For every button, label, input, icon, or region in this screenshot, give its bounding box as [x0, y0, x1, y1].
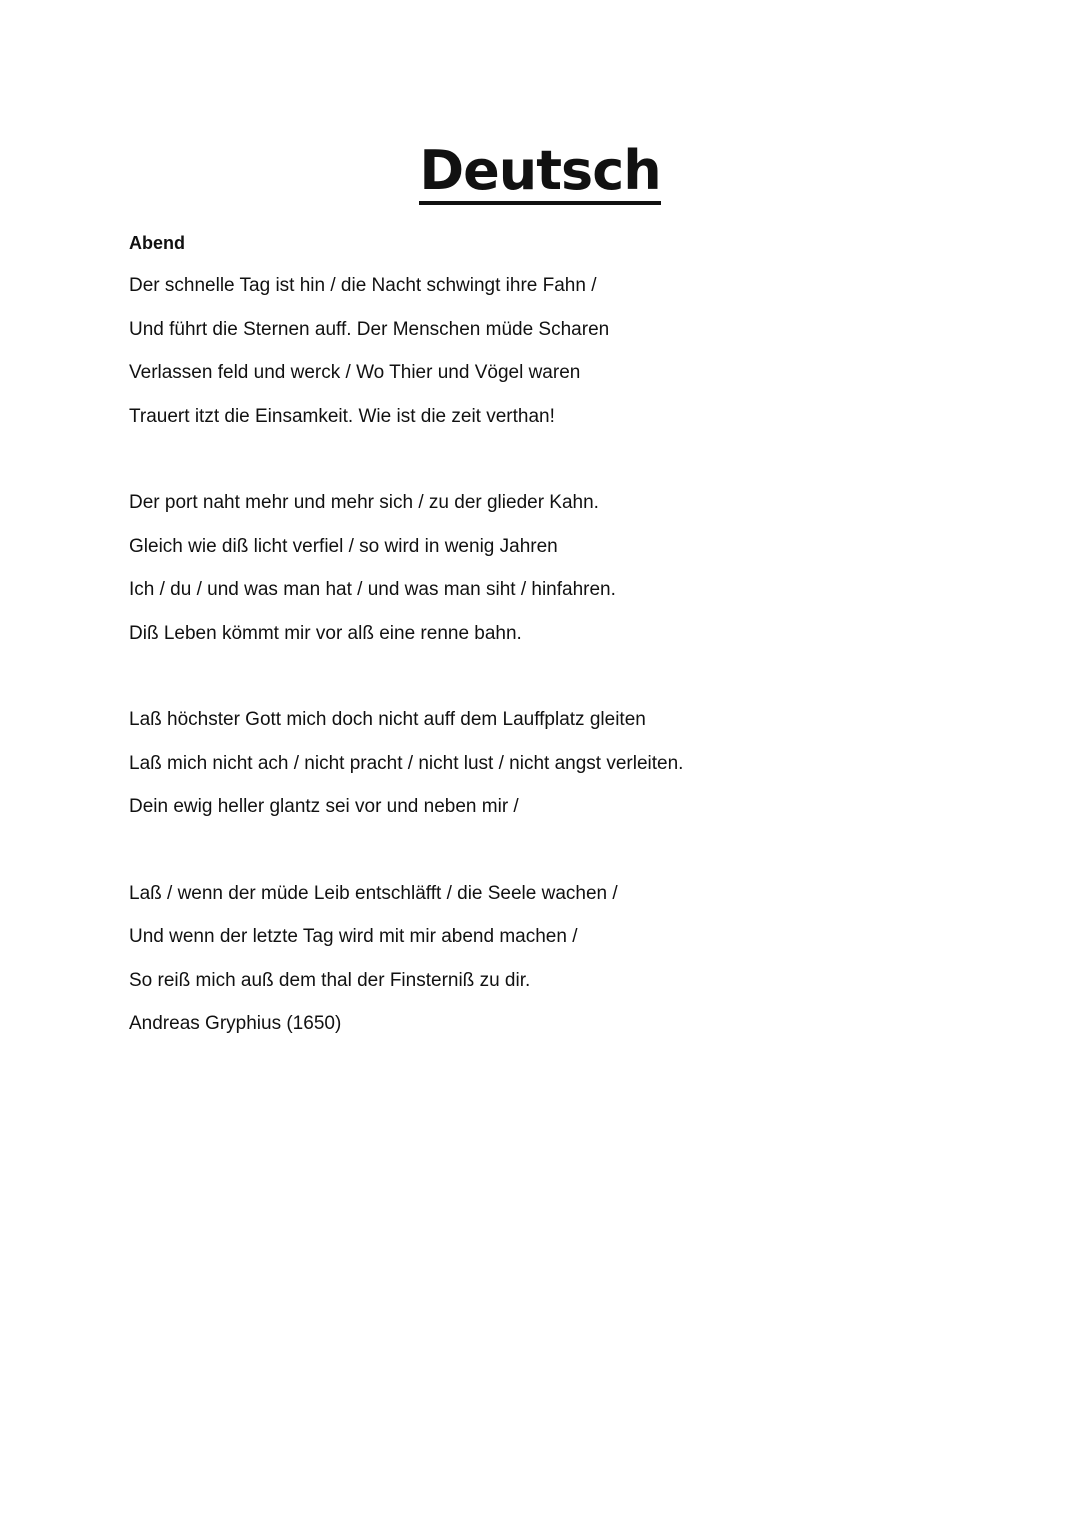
- poem: [129, 231, 979, 1036]
- page-title-text: Deutsch: [419, 141, 660, 205]
- stanza-4: [129, 882, 979, 993]
- poem-line: Trauert itzt die Einsamkeit. Wie ist die zeit verthan!: [129, 405, 555, 427]
- poem-line: Verlassen feld und werck / Wo Thier und Vögel waren: [129, 362, 581, 383]
- poem-line: Diß Leben kömmt mir vor alß eine renne bahn.: [129, 622, 522, 644]
- poem-line: Und führt die Sternen auff. Der Menschen müde Scharen: [129, 318, 610, 340]
- poem-line: Laß / wenn der müde Leib entschläfft / die Seele wachen /: [129, 882, 618, 904]
- poem-line: Laß höchster Gott mich doch nicht auff dem Lauffplatz gleiten: [129, 709, 646, 730]
- poem-line: Und wenn der letzte Tag wird mit mir abend machen /: [129, 926, 578, 947]
- stanza-3: [129, 708, 979, 819]
- poem-line: Ich / du / und was man hat / und was man siht / hinfahren.: [129, 579, 616, 600]
- poem-title: Abend: [129, 233, 185, 253]
- poem-line: So reiß mich auß dem thal der Finsterniß zu dir.: [129, 969, 531, 991]
- poem-line: Gleich wie diß licht verfiel / so wird in wenig Jahren: [129, 535, 558, 557]
- poem-line: Der schnelle Tag ist hin / die Nacht schwingt ihre Fahn /: [129, 275, 597, 296]
- stanza-2: [129, 491, 979, 646]
- stanza-gap: [129, 665, 979, 708]
- poem-line: Dein ewig heller glantz sei vor und neben mir /: [129, 796, 519, 817]
- stanza-gap: [129, 839, 979, 882]
- stanza-1: [129, 274, 979, 429]
- poem-line: Der port naht mehr und mehr sich / zu der glieder Kahn.: [129, 492, 599, 513]
- poem-line: Laß mich nicht ach / nicht pracht / nicht lust / nicht angst verleiten.: [129, 752, 684, 774]
- page-title: [0, 138, 1080, 205]
- stanza-gap: [129, 448, 979, 491]
- poem-author: Andreas Gryphius (1650): [129, 1013, 342, 1034]
